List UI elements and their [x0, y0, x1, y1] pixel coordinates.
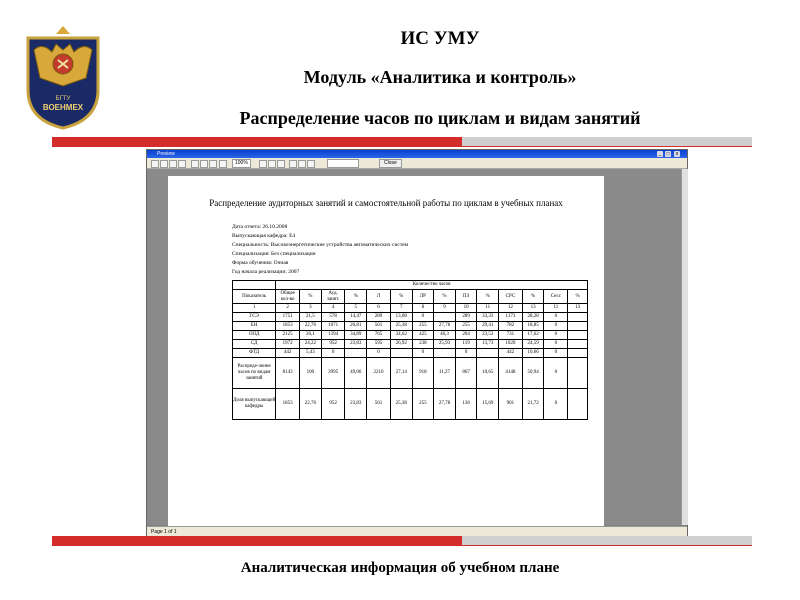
- table-cell: 0: [412, 349, 434, 358]
- table-cell: [345, 349, 367, 358]
- table-cell: 238: [412, 340, 434, 349]
- table-cell: 442: [499, 349, 523, 358]
- table-cell: 1071: [321, 322, 345, 331]
- table-cell: 23,83: [345, 389, 367, 420]
- column-number: 7: [390, 304, 412, 313]
- table-cell: 0: [544, 389, 568, 420]
- table-row: [233, 389, 588, 420]
- open-icon[interactable]: [209, 160, 217, 168]
- table-cell: 0: [544, 313, 568, 322]
- table-cell: 26,81: [345, 322, 367, 331]
- table-cell: 1972: [276, 340, 300, 349]
- table-cell: 27,14: [390, 358, 412, 389]
- column-number: 5: [345, 304, 367, 313]
- table-cell: 100: [300, 358, 322, 389]
- table-cell: 49,06: [345, 358, 367, 389]
- table-cell: 255: [455, 322, 477, 331]
- column-number: 1: [233, 304, 276, 313]
- save-icon[interactable]: [200, 160, 208, 168]
- logo-subtext: БГТУ: [55, 96, 71, 102]
- first-page-icon[interactable]: [151, 160, 159, 168]
- zoom-select[interactable]: 100%: [232, 159, 251, 168]
- table-row: [233, 358, 588, 389]
- table-cell: 1173: [499, 313, 523, 322]
- table-cell: [568, 389, 588, 420]
- meta-department: Выпускающая кафедра: Е4: [232, 233, 296, 239]
- table-cell: 0: [412, 313, 434, 322]
- page-select[interactable]: [327, 159, 359, 168]
- table-cell: [568, 331, 588, 340]
- table-cell: 46,3: [434, 331, 456, 340]
- table-cell: 29,41: [477, 322, 499, 331]
- close-button[interactable]: Close: [379, 159, 402, 168]
- table-cell: [434, 313, 456, 322]
- table-cell: 27,78: [434, 389, 456, 420]
- table-cell: 33,33: [477, 313, 499, 322]
- table-cell: 26,1: [300, 331, 322, 340]
- top-divider: [52, 137, 752, 146]
- row-label: ГСЭ: [233, 313, 276, 322]
- table-cell: 952: [321, 340, 345, 349]
- table-cell: [568, 313, 588, 322]
- table-row: [233, 340, 588, 349]
- table-cell: 25,38: [390, 389, 412, 420]
- table-cell: 578: [321, 313, 345, 322]
- table-cell: 50,94: [522, 358, 544, 389]
- column-number: 3: [300, 304, 322, 313]
- one-page-icon[interactable]: [259, 160, 267, 168]
- column-number: 6: [367, 304, 391, 313]
- table-cell: 13,73: [477, 340, 499, 349]
- window-titlebar[interactable]: [147, 150, 687, 158]
- table-cell: 3995: [321, 358, 345, 389]
- table-cell: 24,59: [522, 340, 544, 349]
- row-label: СД: [233, 340, 276, 349]
- table-cell: 782: [499, 322, 523, 331]
- table-cell: 27,78: [434, 322, 456, 331]
- column-header: %: [300, 290, 322, 304]
- meta-year: Год начала реализации: 2007: [232, 269, 300, 275]
- table-header-row: [233, 290, 588, 304]
- report-title: Распределение аудиторных занятий и самостоятельной работы по циклам в учебных планах: [209, 198, 563, 208]
- footer-caption: Аналитическая информация об учебном плане: [240, 560, 560, 576]
- print-icon[interactable]: [191, 160, 199, 168]
- table-cell: 1853: [276, 389, 300, 420]
- window-title: Preview: [157, 151, 175, 157]
- preview-window: [146, 149, 688, 537]
- table-cell: [477, 349, 499, 358]
- row-label: ФТД: [233, 349, 276, 358]
- column-header: Сесс: [544, 290, 568, 304]
- table-cell: 1751: [276, 313, 300, 322]
- column-header: ЛР: [412, 290, 434, 304]
- table-cell: 595: [367, 340, 391, 349]
- zoom-in-icon[interactable]: [219, 160, 227, 168]
- prev-page-icon[interactable]: [160, 160, 168, 168]
- table-cell: 23,83: [345, 340, 367, 349]
- column-header: ПЗ: [455, 290, 477, 304]
- table-cell: 204: [455, 331, 477, 340]
- table-cell: 2210: [367, 358, 391, 389]
- column-header: %: [568, 290, 588, 304]
- table-cell: 13,08: [390, 313, 412, 322]
- column-number: 2: [276, 304, 300, 313]
- university-logo: [20, 24, 106, 130]
- column-header: %: [434, 290, 456, 304]
- table-row: [233, 313, 588, 322]
- table-cell: 561: [367, 389, 391, 420]
- column-number: 11: [477, 304, 499, 313]
- column-number: 13: [522, 304, 544, 313]
- logo-text: ВОЕНМЕХ: [42, 103, 84, 112]
- table-cell: 15,69: [477, 389, 499, 420]
- page-status: Page 1 of 1: [151, 529, 177, 535]
- table-cell: 442: [276, 349, 300, 358]
- table-cell: 8143: [276, 358, 300, 389]
- table-cell: 34,89: [345, 331, 367, 340]
- meta-specialization: Специализация: Без специализации: [232, 251, 316, 257]
- table-cell: 0: [544, 349, 568, 358]
- table-row: [233, 322, 588, 331]
- system-title: ИС УМУ: [400, 28, 480, 49]
- meta-date: Дата отчета: 26.10.2008: [232, 224, 288, 230]
- row-label: ЕН: [233, 322, 276, 331]
- hours-table: [232, 280, 588, 420]
- table-cell: 10,65: [477, 358, 499, 389]
- table-cell: 255: [412, 322, 434, 331]
- table-cell: 23,53: [477, 331, 499, 340]
- table-cell: 0: [367, 349, 391, 358]
- table-cell: 867: [455, 358, 477, 389]
- table-cell: 2125: [276, 331, 300, 340]
- table-row: [233, 349, 588, 358]
- meta-form: Форма обучения: Очная: [232, 260, 289, 266]
- minimize-icon[interactable]: _: [658, 151, 662, 157]
- table-cell: 25,93: [434, 340, 456, 349]
- table-cell: 11,27: [434, 358, 456, 389]
- settings-icon[interactable]: [298, 160, 306, 168]
- table-header-row: [233, 281, 588, 290]
- report-page: [168, 176, 604, 526]
- table-cell: [390, 349, 412, 358]
- table-cell: 289: [455, 313, 477, 322]
- table-cell: 18,85: [522, 322, 544, 331]
- table-cell: 901: [499, 389, 523, 420]
- table-cell: 17,62: [522, 331, 544, 340]
- table-cell: [568, 322, 588, 331]
- table-cell: 0: [455, 349, 477, 358]
- table-cell: 731: [499, 331, 523, 340]
- table-cell: 0: [544, 322, 568, 331]
- table-cell: [434, 349, 456, 358]
- slide-title: Распределение часов по циклам и видам занятий: [239, 108, 641, 128]
- last-page-icon[interactable]: [178, 160, 186, 168]
- table-cell: 21,72: [522, 389, 544, 420]
- column-header: %: [522, 290, 544, 304]
- table-cell: [568, 358, 588, 389]
- table-number-row: [233, 304, 588, 313]
- row-label: Распреде-ление часов по видам занятий: [233, 358, 276, 389]
- close-icon[interactable]: x: [675, 151, 679, 157]
- table-cell: 765: [367, 331, 391, 340]
- column-header: Л: [367, 290, 391, 304]
- row-label: ОПД: [233, 331, 276, 340]
- preview-canvas: [147, 169, 681, 525]
- table-row: [233, 331, 588, 340]
- whole-page-icon[interactable]: [277, 160, 285, 168]
- table-cell: [568, 349, 588, 358]
- column-number: 13: [568, 304, 588, 313]
- maximize-icon[interactable]: □: [666, 151, 670, 157]
- vertical-scrollbar[interactable]: [681, 169, 688, 525]
- table-cell: 22,76: [300, 322, 322, 331]
- group-header-cell: Количество часов: [276, 281, 588, 290]
- column-number: 12: [499, 304, 523, 313]
- table-cell: 1020: [499, 340, 523, 349]
- table-header-cell: [233, 281, 276, 290]
- table-cell: 21,5: [300, 313, 322, 322]
- row-label: Доля выпускающей кафедры: [233, 389, 276, 420]
- column-header: Показатель: [233, 290, 276, 304]
- edit-icon[interactable]: [307, 160, 315, 168]
- meta-specialty: Специальность: Высокоэнергетические устройства автоматических систем: [232, 242, 409, 248]
- table-cell: 28,28: [522, 313, 544, 322]
- table-cell: 136: [455, 389, 477, 420]
- table-cell: 14,47: [345, 313, 367, 322]
- table-cell: 0: [544, 331, 568, 340]
- table-cell: 4148: [499, 358, 523, 389]
- table-cell: 26,92: [390, 340, 412, 349]
- table-cell: 561: [367, 322, 391, 331]
- two-page-icon[interactable]: [268, 160, 276, 168]
- table-cell: 918: [412, 358, 434, 389]
- preview-toolbar: [147, 158, 687, 169]
- bottom-divider: [52, 536, 752, 545]
- table-cell: 5,43: [300, 349, 322, 358]
- table-cell: 34,62: [390, 331, 412, 340]
- column-number: 10: [455, 304, 477, 313]
- table-cell: 1853: [276, 322, 300, 331]
- column-number: 4: [321, 304, 345, 313]
- column-header: %: [477, 290, 499, 304]
- column-number: 8: [412, 304, 434, 313]
- table-cell: 10,66: [522, 349, 544, 358]
- module-title: Модуль «Аналитика и контроль»: [303, 67, 577, 87]
- find-icon[interactable]: [289, 160, 297, 168]
- table-cell: 1394: [321, 331, 345, 340]
- table-cell: 425: [412, 331, 434, 340]
- next-page-icon[interactable]: [169, 160, 177, 168]
- column-header: %: [390, 290, 412, 304]
- table-cell: 22,76: [300, 389, 322, 420]
- column-number: 11: [544, 304, 568, 313]
- table-cell: 289: [367, 313, 391, 322]
- table-cell: 119: [455, 340, 477, 349]
- table-cell: 952: [321, 389, 345, 420]
- column-header: Общее кол-во: [276, 290, 300, 304]
- column-header: Ауд. занят.: [321, 290, 345, 304]
- table-cell: 0: [321, 349, 345, 358]
- table-cell: 24,22: [300, 340, 322, 349]
- column-number: 9: [434, 304, 456, 313]
- table-cell: [568, 340, 588, 349]
- column-header: %: [345, 290, 367, 304]
- table-cell: 25,38: [390, 322, 412, 331]
- table-cell: 255: [412, 389, 434, 420]
- column-header: СРС: [499, 290, 523, 304]
- table-cell: 0: [544, 340, 568, 349]
- table-cell: 0: [544, 358, 568, 389]
